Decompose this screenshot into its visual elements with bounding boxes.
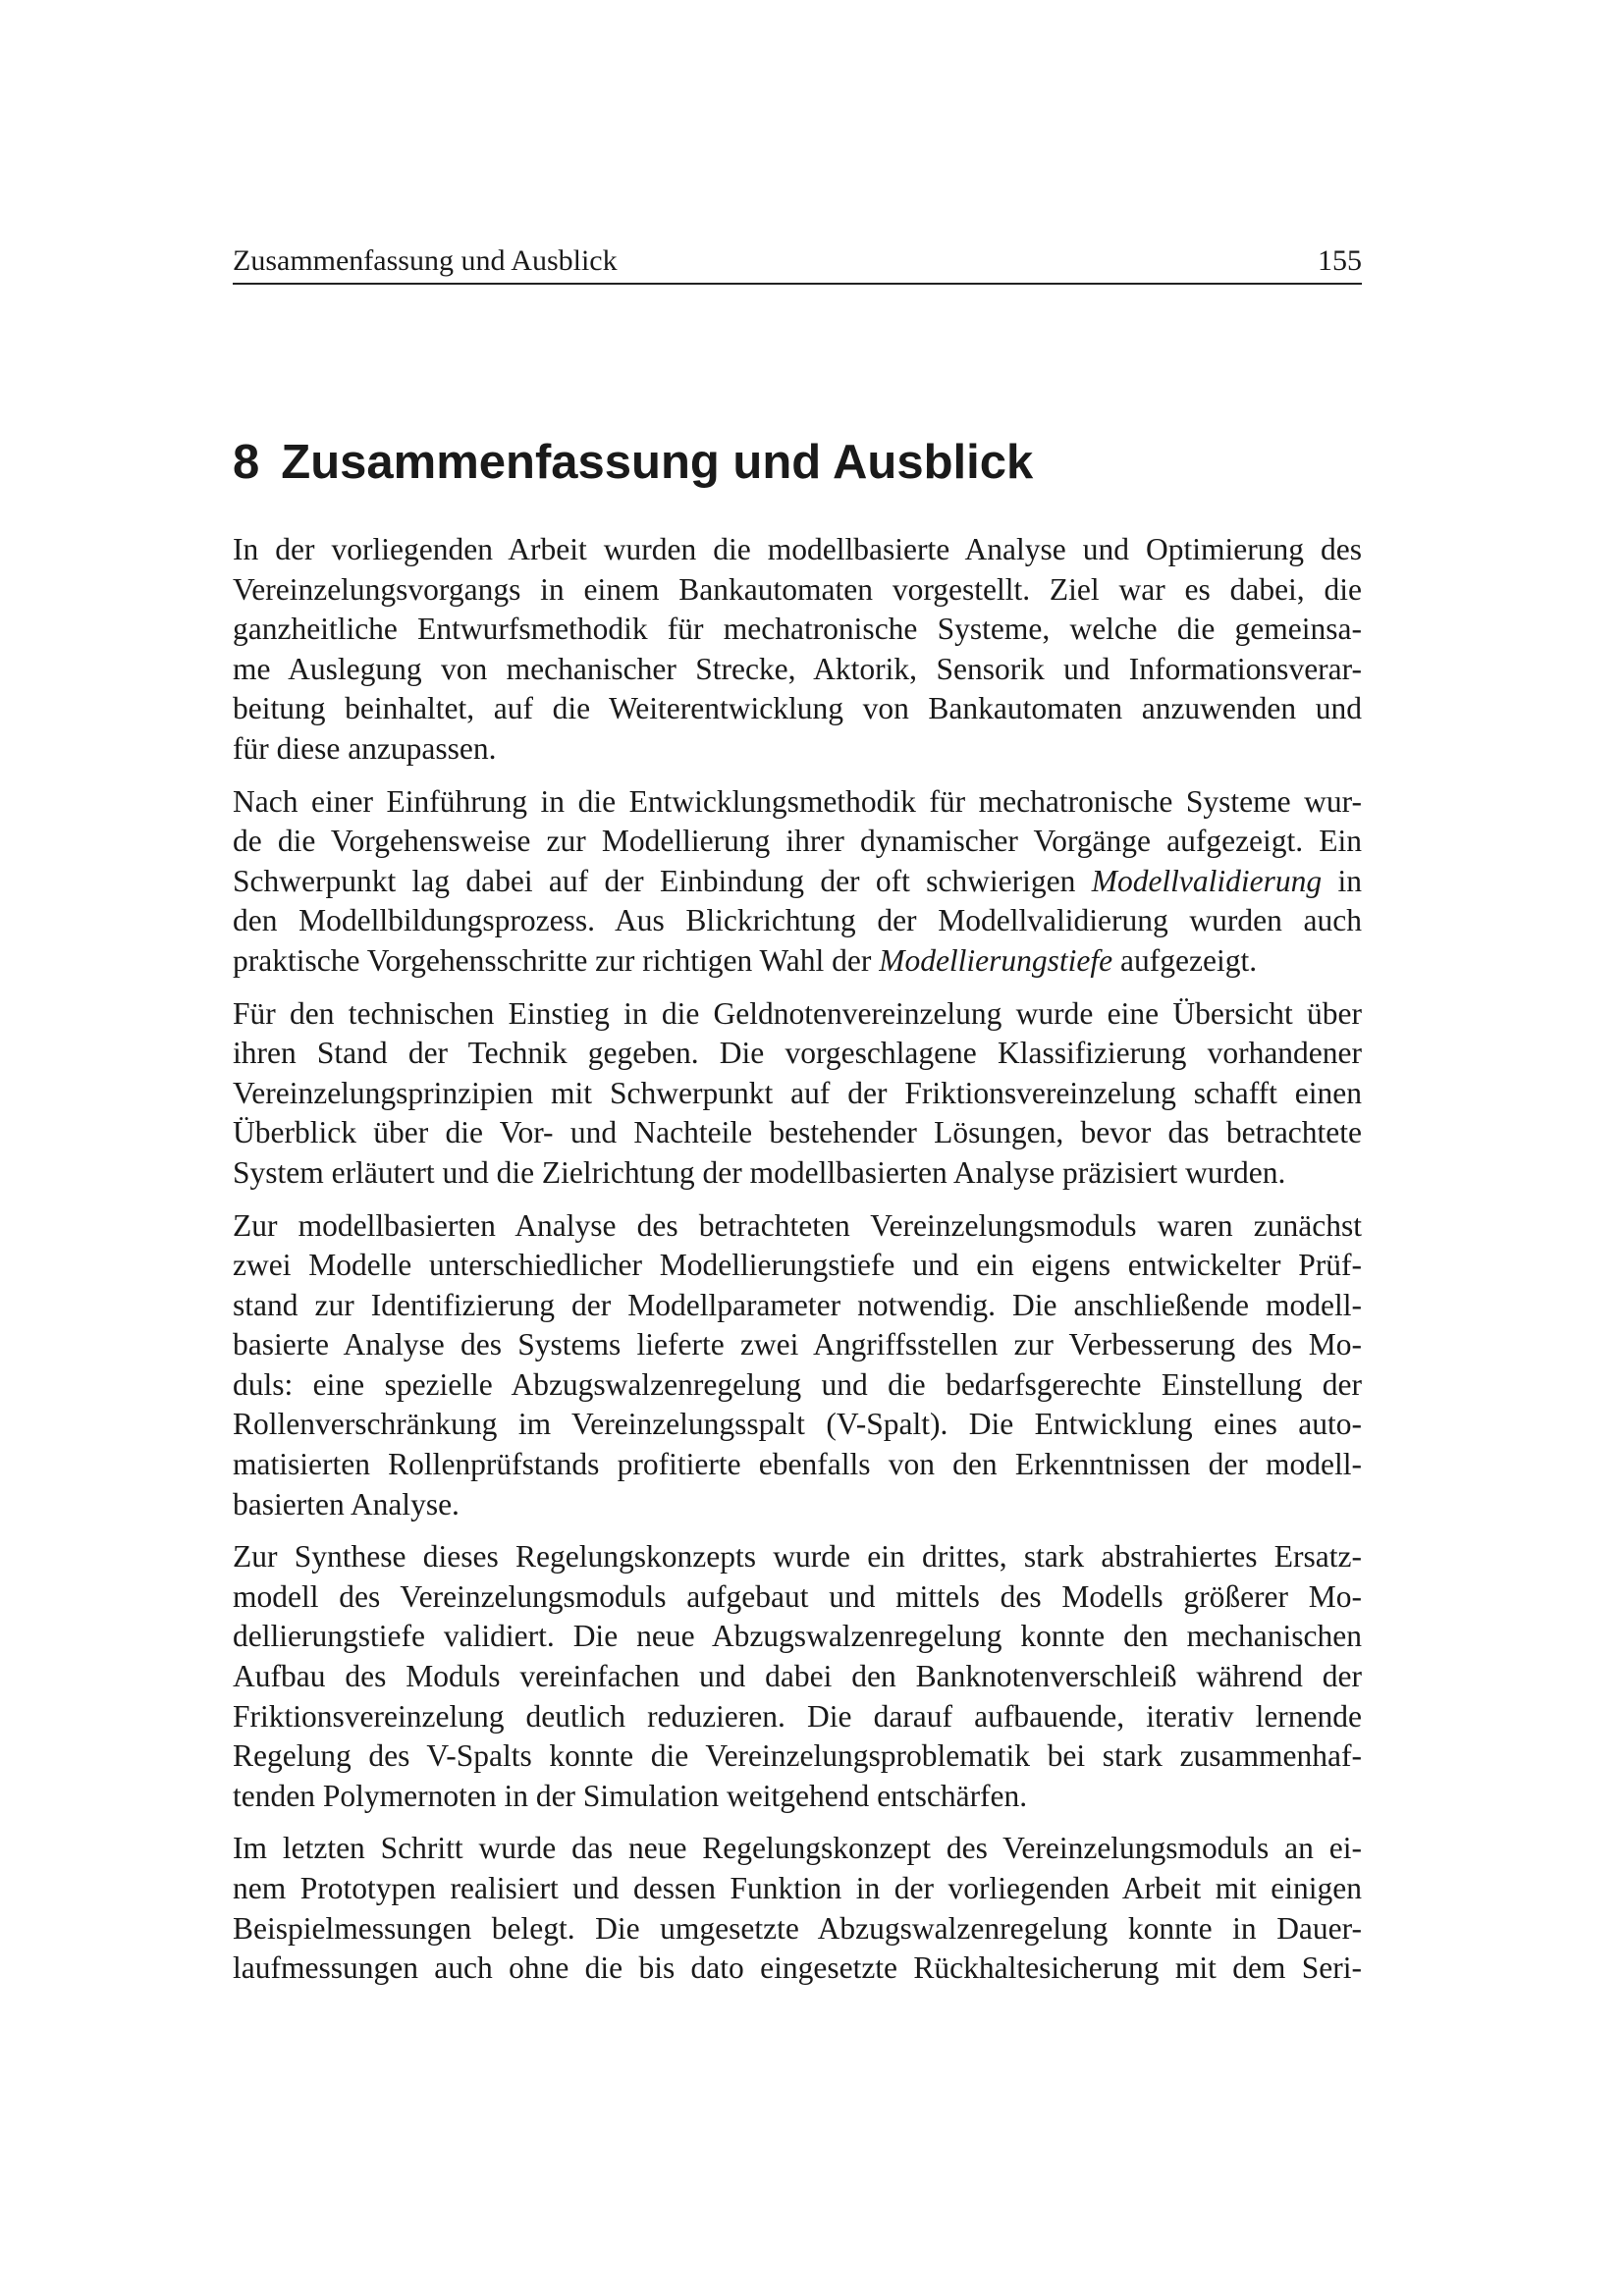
paragraph-6 (233, 1829, 1362, 1988)
text-line: Zur modellbasierten Analyse des betrachteten Vereinzelungsmoduls waren zunächst (233, 1207, 1362, 1243)
text-line: Nach einer Einführung in die Entwicklungsmethodik für mechatronische Systeme wur- (233, 783, 1362, 819)
text-segment: aufgezeigt. (1120, 942, 1258, 978)
text-line: me Auslegung von mechanischer Strecke, Aktorik, Sensorik und Informationsverar- (233, 651, 1362, 686)
text-line: Zur Synthese dieses Regelungskonzepts wurde ein drittes, stark abstrahiertes Ersatz- (233, 1539, 1362, 1575)
text-line: laufmessungen auch ohne die bis dato eingesetzte Rückhaltesicherung mit dem Seri- (233, 1950, 1362, 1986)
text-line: modell des Vereinzelungsmoduls aufgebaut und mittels des Modells größerer Mo- (233, 1578, 1362, 1614)
text-line: Im letzten Schritt wurde das neue Regelungskonzept des Vereinzelungsmoduls an ei- (233, 1831, 1362, 1866)
emphasis-modellvalidierung: Modellvalidierung (1091, 863, 1323, 898)
text-segment: in (1337, 863, 1362, 898)
text-line: Für den technischen Einstieg in die Geldnotenvereinzelung wurde eine Übersicht über (233, 995, 1362, 1031)
text-line: In der vorliegenden Arbeit wurden die modellbasierte Analyse und Optimierung des (233, 532, 1362, 566)
text-line: System erläutert und die Zielrichtung der modellbasierten Analyse präzisiert wurden. (233, 1154, 1286, 1190)
text-line: ihren Stand der Technik gegeben. Die vorgeschlagene Klassifizierung vorhandener (233, 1036, 1362, 1071)
paragraph-1 (233, 530, 1362, 770)
text-line: Aufbau des Moduls vereinfachen und dabei den Banknotenverschleiß während der (233, 1659, 1362, 1694)
header-title: Zusammenfassung und Ausblick (233, 244, 618, 277)
emphasis-modellierungstiefe: Modellierungstiefe (879, 942, 1113, 978)
text-line: duls: eine spezielle Abzugswalzenregelung und die bedarfsgerechte Einstellung der (233, 1366, 1362, 1402)
text-line: Vereinzelungsvorgangs in einem Bankautomaten vorgestellt. Ziel war es dabei, die (233, 571, 1362, 607)
text-line (233, 941, 1362, 982)
text-line: für diese anzupassen. (233, 730, 497, 766)
text-line: nem Prototypen realisiert und dessen Funktion in der vorliegenden Arbeit mit einigen (233, 1871, 1362, 1905)
paragraph-3 (233, 994, 1362, 1194)
text-line: de die Vorgehensweise zur Modellierung ihrer dynamischer Vorgänge aufgezeigt. Ein (233, 824, 1362, 859)
text-line: ganzheitliche Entwurfsmethodik für mechatronische Systeme, welche die gemeinsa- (233, 612, 1362, 647)
text-line: dellierungstiefe validiert. Die neue Abzugswalzenregelung konnte den mechanischen (233, 1619, 1362, 1654)
text-line: zwei Modelle unterschiedlicher Modellierungstiefe und ein eigens entwickelter Prüf- (233, 1248, 1362, 1283)
chapter-heading (233, 434, 1362, 492)
text-line: basierte Analyse des Systems lieferte zwei Angriffsstellen zur Verbesserung des Mo- (233, 1327, 1362, 1362)
chapter-title: Zusammenfassung und Ausblick (281, 436, 1034, 489)
running-header (233, 243, 1362, 285)
text-line: basierten Analyse. (233, 1486, 460, 1522)
text-segment: praktische Vorgehensschritte zur richtigen Wahl der (233, 942, 872, 978)
text-line (233, 862, 1362, 902)
body-text (233, 530, 1362, 2002)
text-line: stand zur Identifizierung der Modellparameter notwendig. Die anschließende modell- (233, 1287, 1362, 1322)
chapter-number: 8 (233, 436, 260, 489)
text-line: Überblick über die Vor- und Nachteile bestehender Lösungen, bevor das betrachtete (233, 1115, 1362, 1150)
text-line: Beispielmessungen belegt. Die umgesetzte Abzugswalzenregelung konnte in Dauer- (233, 1910, 1362, 1946)
paragraph-2 (233, 782, 1362, 982)
text-line: Regelung des V-Spalts konnte die Vereinzelungsproblematik bei stark zusammenhaf- (233, 1738, 1362, 1774)
text-line: den Modellbildungsprozess. Aus Blickrichtung der Modellvalidierung wurden auch (233, 903, 1362, 938)
text-segment: Schwerpunkt lag dabei auf der Einbindung der oft schwierigen (233, 863, 1076, 898)
paragraph-4 (233, 1206, 1362, 1525)
text-line: Friktionsvereinzelung deutlich reduzieren. Die darauf aufbauende, iterativ lernende (233, 1698, 1362, 1734)
text-line: matisierten Rollenprüfstands profitierte ebenfalls von den Erkenntnissen der modell- (233, 1447, 1362, 1482)
page-number: 155 (1318, 244, 1362, 277)
text-line: Rollenverschränkung im Vereinzelungsspalt (V-Spalt). Die Entwicklung eines auto- (233, 1407, 1362, 1442)
paragraph-5 (233, 1537, 1362, 1816)
text-line: Vereinzelungsprinzipien mit Schwerpunkt auf der Friktionsvereinzelung schafft einen (233, 1075, 1362, 1110)
text-line: beitung beinhaltet, auf die Weiterentwicklung von Bankautomaten anzuwenden und (233, 691, 1362, 726)
text-line: tenden Polymernoten in der Simulation weitgehend entschärfen. (233, 1778, 1028, 1813)
